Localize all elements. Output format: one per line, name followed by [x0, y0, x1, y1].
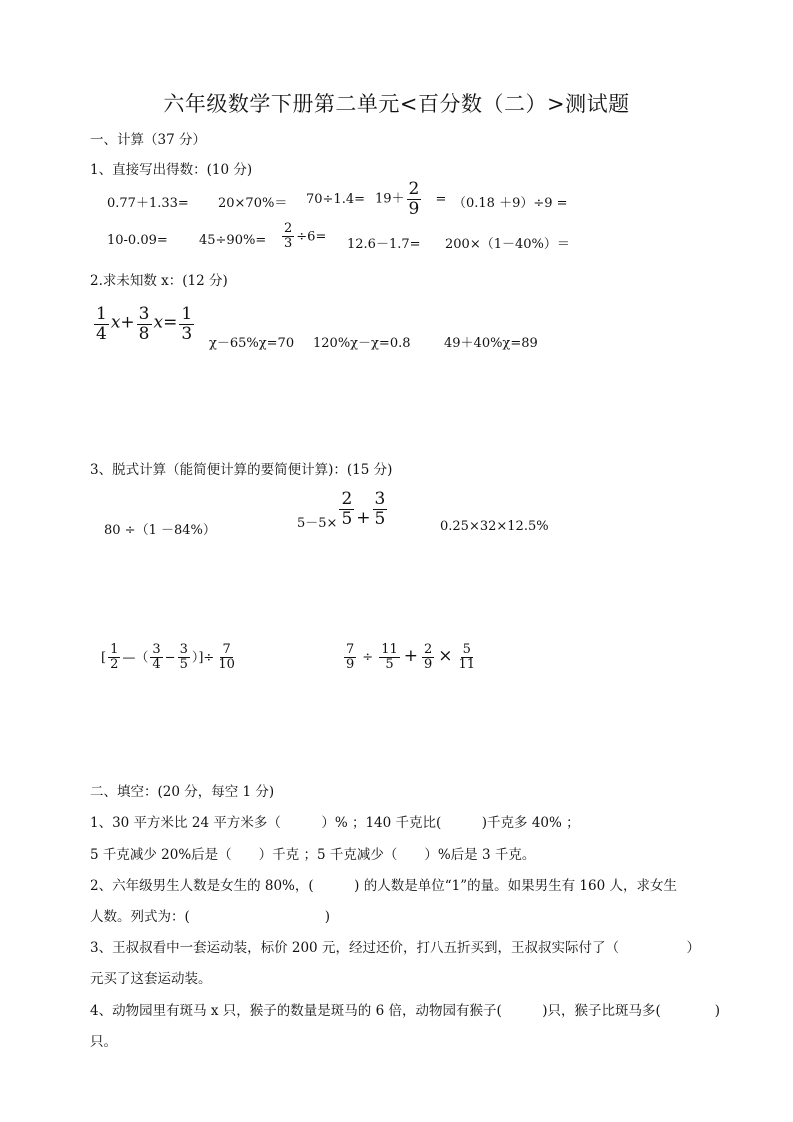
denominator: 3: [284, 236, 293, 252]
numerator: 1: [181, 304, 193, 324]
numerator: 1: [96, 304, 107, 324]
calc-step-3: 0.25×32×12.5%: [440, 519, 549, 534]
fraction: [150, 643, 162, 673]
denominator: 3: [181, 323, 193, 344]
fill-in-line: 只。: [90, 1034, 117, 1050]
fill-in-line: 2、六年级男生人数是女生的 80%，( ) 的人数是单位“1”的量。如果男生有 160 人，求女生: [90, 878, 677, 894]
variable: x: [153, 312, 164, 333]
fraction: [344, 643, 356, 673]
question-1-heading: 1、直接写出得数：(10 分): [90, 162, 253, 178]
calc-item: 45÷90%=: [199, 233, 267, 248]
denominator: 5: [385, 657, 394, 673]
calc-item-fraction: [375, 180, 446, 218]
numerator: 11: [381, 642, 398, 657]
operator: ÷: [362, 650, 374, 666]
calc-item: 12.6－1.7=: [347, 237, 421, 252]
section-2-heading: 二、填空：(20 分，每空 1 分): [90, 784, 275, 800]
equation-1: [92, 305, 196, 343]
fill-in-line: 4、动物园里有斑马 x 只，猴子的数量是斑马的 6 倍，动物园有猴子( )只，猴子比斑马多( ): [90, 1003, 721, 1019]
variable: x: [110, 312, 121, 333]
denominator: 9: [408, 198, 420, 219]
fraction: [373, 490, 388, 528]
denominator: 9: [346, 657, 355, 673]
numerator: 3: [179, 642, 188, 657]
page-title: 六年级数学下册第二单元<百分数（二）>测试题: [163, 92, 630, 116]
numerator: 3: [374, 489, 386, 509]
calc-step-1: 80 ÷（1 －84%）: [104, 523, 216, 538]
fraction: [422, 643, 434, 673]
numerator: 2: [408, 179, 420, 199]
calc-item: （0.18 ＋9）÷9 =: [453, 196, 568, 211]
operator: —（: [122, 650, 149, 666]
fraction: [179, 305, 194, 343]
operator: =: [163, 312, 178, 333]
operator: +: [356, 507, 371, 528]
calc-step-4: [101, 643, 239, 673]
fill-in-line: 5 千克减少 20%后是（ ）千克 ；5 千克减少（ ）%后是 3 千克。: [90, 847, 536, 863]
operator: ×: [438, 646, 453, 667]
calc-text: ÷6=: [296, 229, 327, 245]
calc-step-5: [342, 643, 479, 673]
calc-item: 10-0.09=: [107, 233, 168, 248]
equation-3: 120%χ－χ=0.8: [313, 336, 411, 351]
fraction: [137, 305, 152, 343]
section-1-heading: 一、计算（37 分）: [90, 132, 206, 148]
fraction: [379, 643, 400, 673]
numerator: 7: [222, 642, 231, 657]
denominator: 4: [152, 657, 161, 673]
denominator: 5: [374, 508, 386, 529]
equation-4: 49＋40%χ=89: [444, 336, 538, 351]
fill-in-line: 人数。列式为：( ): [90, 909, 331, 925]
operator: ）]÷: [191, 650, 215, 666]
denominator: 10: [218, 657, 235, 673]
denominator: 8: [138, 323, 150, 344]
calc-item-fraction: [280, 222, 326, 252]
denominator: 4: [96, 323, 107, 344]
bracket: [: [101, 650, 107, 666]
numerator: 1: [110, 642, 119, 657]
denominator: 2: [110, 657, 119, 673]
denominator: 9: [423, 657, 433, 673]
fraction: [108, 643, 120, 673]
operator: −: [164, 650, 176, 666]
fraction: [216, 643, 237, 673]
numerator: 3: [138, 304, 150, 324]
calc-text: 19＋: [375, 191, 405, 207]
numerator: 2: [341, 489, 353, 509]
question-3-heading: 3、脱式计算（能简便计算的要简便计算)：(15 分): [90, 462, 393, 478]
calc-text: 5－5×: [297, 515, 338, 531]
fraction: [407, 180, 422, 218]
numerator: 7: [346, 642, 355, 657]
operator: +: [120, 312, 135, 333]
fraction: [282, 222, 294, 252]
denominator: 5: [341, 508, 353, 529]
calc-item: 20×70%＝: [218, 196, 288, 211]
fill-in-line: 3、王叔叔看中一套运动装，标价 200 元，经过还价，打八五折买到，王叔叔实际付了（ ）: [90, 940, 700, 956]
fraction: [94, 305, 109, 343]
operator: +: [403, 646, 418, 667]
calc-item: 0.77＋1.33=: [107, 196, 189, 211]
fraction: [457, 643, 478, 673]
numerator: 5: [462, 642, 471, 657]
fill-in-line: 元买了这套运动装。: [90, 971, 212, 987]
calc-text: =: [435, 191, 447, 207]
denominator: 11: [458, 657, 476, 673]
denominator: 5: [179, 657, 188, 673]
calc-item: 200×（1－40%）＝: [445, 237, 570, 252]
calc-step-2: [297, 489, 389, 531]
numerator: 2: [423, 642, 433, 657]
equation-2: χ－65%χ=70: [209, 336, 295, 351]
fraction: [178, 643, 190, 673]
calc-item: 70÷1.4=: [306, 192, 366, 207]
fraction: [339, 490, 354, 528]
numerator: 3: [152, 642, 161, 657]
numerator: 2: [284, 221, 293, 236]
question-2-heading: 2.求未知数 x：(12 分): [90, 273, 228, 289]
fill-in-line: 1、30 平方米比 24 平方米多（ ）% ；140 千克比( )千克多 40% ；: [90, 815, 580, 831]
